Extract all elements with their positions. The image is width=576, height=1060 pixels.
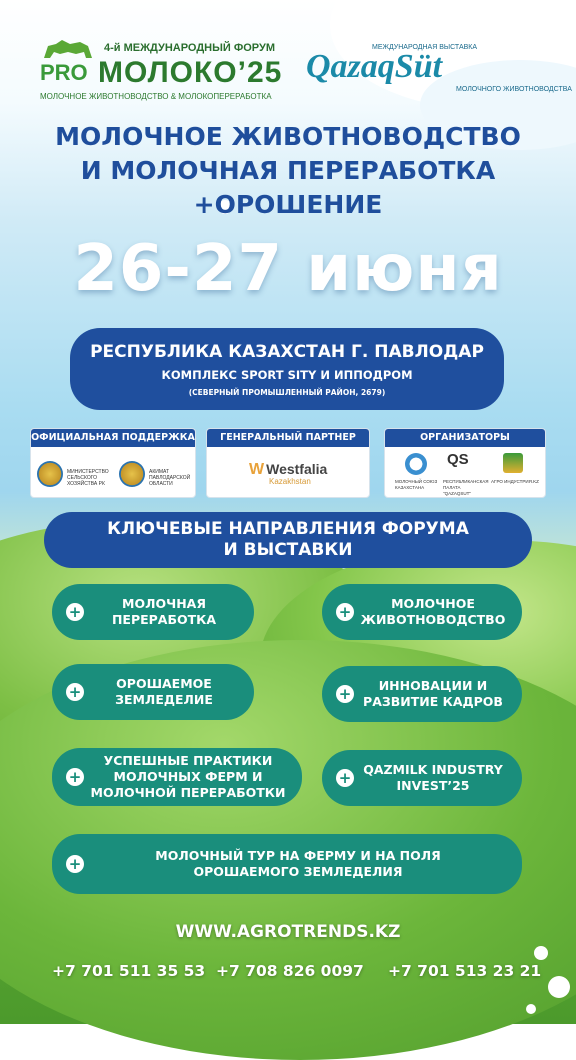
key-directions-banner <box>44 512 532 568</box>
promoloko-logo <box>38 38 288 104</box>
key-directions-title-1: КЛЮЧЕВЫЕ НАПРАВЛЕНИЯ ФОРУМА <box>107 519 469 539</box>
qazaqsut-tagline-bottom: МОЛОЧНОГО ЖИВОТНОВОДСТВА <box>456 86 572 93</box>
direction-text: ПЕРЕРАБОТКА <box>111 612 217 627</box>
direction-text: INVEST’25 <box>396 778 470 793</box>
milk-drop <box>540 0 562 22</box>
plus-icon: + <box>66 855 84 873</box>
location-venue: КОМПЛЕКС SPORT SITY И ИППОДРОМ <box>161 368 413 382</box>
organizers-header: ОРГАНИЗАТОРЫ <box>385 429 545 447</box>
forum-edition: 4-й МЕЖДУНАРОДНЫЙ ФОРУМ <box>104 42 275 54</box>
direction-text: ОРОШАЕМОГО ЗЕМЛЕДЕЛИЯ <box>193 864 403 879</box>
direction-text: ЗЕМЛЕДЕЛИЕ <box>115 692 213 707</box>
westfalia-w-icon: W <box>249 461 265 478</box>
plus-icon: + <box>66 603 84 621</box>
phone-number[interactable]: +7 708 826 0097 <box>216 962 364 980</box>
seal-icon <box>37 461 63 487</box>
westfalia-name: Westfalia <box>266 461 328 477</box>
official-org-1: МИНИСТЕРСТВО СЕЛЬСКОГО ХОЗЯЙСТВА РК <box>67 469 109 487</box>
direction-text: ИННОВАЦИИ И <box>378 678 488 693</box>
milk-drop <box>526 1004 536 1014</box>
headline-line-3: +ОРОШЕНИЕ <box>193 190 383 219</box>
direction-text: QAZMILK INDUSTRY <box>363 762 503 777</box>
organizers-card <box>384 428 546 498</box>
plus-icon: + <box>66 768 84 786</box>
official-support-card <box>30 428 196 498</box>
logo-pro: PRO <box>40 60 88 85</box>
direction-text: ЖИВОТНОВОДСТВО <box>360 612 506 627</box>
milk-drop <box>548 976 570 998</box>
direction-text: УСПЕШНЫЕ ПРАКТИКИ <box>103 753 273 768</box>
direction-text: МОЛОЧНЫХ ФЕРМ И <box>113 769 263 784</box>
westfalia-country: Kazakhstan <box>269 477 311 486</box>
plus-icon: + <box>336 603 354 621</box>
direction-item <box>322 666 522 722</box>
direction-item <box>52 584 254 640</box>
headline <box>0 120 576 222</box>
cow-icon <box>40 38 96 62</box>
plus-icon: + <box>336 769 354 787</box>
plus-icon: + <box>66 683 84 701</box>
milk-drop <box>534 946 548 960</box>
location-banner <box>70 328 504 410</box>
seal-icon <box>119 461 145 487</box>
direction-item <box>52 834 522 894</box>
qazaqsut-logo <box>306 40 572 100</box>
location-city: РЕСПУБЛИКА КАЗАХСТАН Г. ПАВЛОДАР <box>90 342 484 362</box>
location-address: (СЕВЕРНЫЙ ПРОМЫШЛЕННЫЙ РАЙОН, 2679) <box>188 388 386 397</box>
headline-line-1: МОЛОЧНОЕ ЖИВОТНОВОДСТВО <box>55 122 521 151</box>
organizer-3: АГРО ИНДУСТРИЯ.KZ <box>491 479 539 484</box>
official-org-2: АКИМАТ ПАВЛОДАРСКОЙ ОБЛАСТИ <box>149 469 191 487</box>
official-support-header: ОФИЦИАЛЬНАЯ ПОДДЕРЖКА <box>31 429 195 447</box>
general-partner-card <box>206 428 370 498</box>
direction-text: РАЗВИТИЕ КАДРОВ <box>363 694 503 709</box>
phone-number[interactable]: +7 701 511 35 53 <box>52 962 206 980</box>
milk-union-icon <box>405 453 427 475</box>
qazaqsut-brand: QazaqSüt <box>306 48 443 85</box>
website-link[interactable]: WWW.AGROTRENDS.KZ <box>175 922 401 942</box>
direction-item <box>322 750 522 806</box>
direction-item <box>52 748 302 806</box>
direction-item <box>322 584 522 640</box>
direction-text: ОРОШАЕМОЕ <box>116 676 212 691</box>
logo-main: МОЛОКО’25 <box>98 56 283 89</box>
direction-text: МОЛОЧНОЙ ПЕРЕРАБОТКИ <box>90 785 286 800</box>
direction-text: МОЛОЧНАЯ <box>122 596 206 611</box>
phone-number[interactable]: +7 701 513 23 21 <box>388 962 542 980</box>
agro-industry-icon <box>503 453 523 473</box>
plus-icon: + <box>336 685 354 703</box>
key-directions-title-2: И ВЫСТАВКИ <box>223 540 353 560</box>
milk-drop <box>548 30 558 40</box>
logo-subtitle: МОЛОЧНОЕ ЖИВОТНОВОДСТВО & МОЛОКОПЕРЕРАБОТКА <box>40 92 272 101</box>
general-partner-header: ГЕНЕРАЛЬНЫЙ ПАРТНЕР <box>207 429 369 447</box>
event-dates: 26-27 июня <box>73 232 503 306</box>
headline-line-2: И МОЛОЧНАЯ ПЕРЕРАБОТКА <box>80 156 496 185</box>
direction-text: МОЛОЧНЫЙ ТУР НА ФЕРМУ И НА ПОЛЯ <box>155 848 441 863</box>
qs-logo-icon: QS <box>447 451 469 468</box>
qazaqsut-tagline-top: МЕЖДУНАРОДНАЯ ВЫСТАВКА <box>372 44 478 51</box>
direction-text: МОЛОЧНОЕ <box>391 596 475 611</box>
direction-item <box>52 664 254 720</box>
organizer-1: МОЛОЧНЫЙ СОЮЗ КАЗАХСТАНА <box>395 479 438 490</box>
organizer-2: РЕСПУБЛИКАНСКАЯ ПАЛАТА "QAZAQSUT" <box>443 479 489 496</box>
